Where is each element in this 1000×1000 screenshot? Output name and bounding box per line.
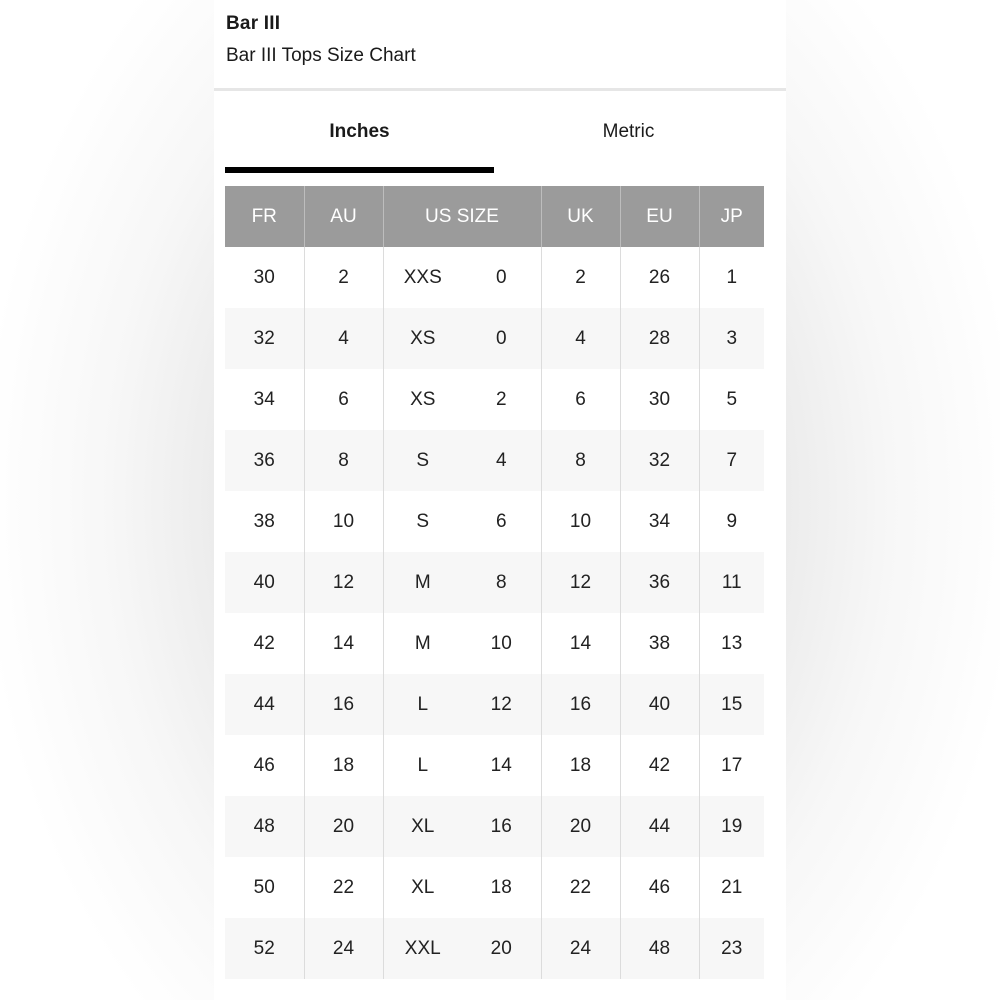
cell-au: 8 bbox=[304, 430, 383, 491]
table-row bbox=[225, 857, 764, 918]
cell-us-letter: S bbox=[383, 491, 462, 552]
cell-uk: 6 bbox=[541, 369, 620, 430]
cell-uk: 22 bbox=[541, 857, 620, 918]
cell-eu: 42 bbox=[620, 735, 699, 796]
cell-eu: 34 bbox=[620, 491, 699, 552]
cell-jp: 3 bbox=[699, 308, 764, 369]
cell-eu: 46 bbox=[620, 857, 699, 918]
cell-us-letter: XS bbox=[383, 308, 462, 369]
cell-au: 18 bbox=[304, 735, 383, 796]
unit-tabs bbox=[225, 91, 764, 175]
cell-eu: 28 bbox=[620, 308, 699, 369]
cell-fr: 34 bbox=[225, 369, 304, 430]
cell-fr: 46 bbox=[225, 735, 304, 796]
cell-au: 12 bbox=[304, 552, 383, 613]
cell-eu: 36 bbox=[620, 552, 699, 613]
cell-eu: 44 bbox=[620, 796, 699, 857]
cell-au: 10 bbox=[304, 491, 383, 552]
cell-us-letter: M bbox=[383, 552, 462, 613]
cell-jp: 21 bbox=[699, 857, 764, 918]
cell-au: 24 bbox=[304, 918, 383, 979]
cell-fr: 52 bbox=[225, 918, 304, 979]
cell-us-num: 6 bbox=[462, 491, 541, 552]
column-header-fr: FR bbox=[225, 186, 304, 247]
cell-jp: 15 bbox=[699, 674, 764, 735]
cell-us-letter: XXL bbox=[383, 918, 462, 979]
cell-au: 22 bbox=[304, 857, 383, 918]
table-row bbox=[225, 308, 764, 369]
cell-au: 6 bbox=[304, 369, 383, 430]
cell-jp: 13 bbox=[699, 613, 764, 674]
column-header-us-size: US SIZE bbox=[383, 186, 541, 247]
cell-jp: 17 bbox=[699, 735, 764, 796]
cell-us-num: 10 bbox=[462, 613, 541, 674]
cell-uk: 4 bbox=[541, 308, 620, 369]
cell-us-num: 4 bbox=[462, 430, 541, 491]
cell-fr: 32 bbox=[225, 308, 304, 369]
tab-metric[interactable] bbox=[494, 91, 763, 175]
cell-uk: 18 bbox=[541, 735, 620, 796]
table-body bbox=[225, 247, 764, 979]
cell-eu: 40 bbox=[620, 674, 699, 735]
cell-eu: 32 bbox=[620, 430, 699, 491]
cell-eu: 48 bbox=[620, 918, 699, 979]
cell-us-letter: L bbox=[383, 735, 462, 796]
cell-uk: 14 bbox=[541, 613, 620, 674]
size-chart-panel bbox=[214, 0, 786, 1000]
cell-au: 2 bbox=[304, 247, 383, 308]
cell-us-num: 12 bbox=[462, 674, 541, 735]
cell-fr: 48 bbox=[225, 796, 304, 857]
cell-us-letter: M bbox=[383, 613, 462, 674]
cell-us-letter: XL bbox=[383, 796, 462, 857]
table-row bbox=[225, 369, 764, 430]
cell-au: 16 bbox=[304, 674, 383, 735]
column-header-jp: JP bbox=[699, 186, 764, 247]
cell-fr: 40 bbox=[225, 552, 304, 613]
cell-uk: 20 bbox=[541, 796, 620, 857]
table-row bbox=[225, 552, 764, 613]
tab-inches[interactable] bbox=[225, 91, 494, 175]
cell-fr: 38 bbox=[225, 491, 304, 552]
cell-us-letter: XL bbox=[383, 857, 462, 918]
active-tab-indicator bbox=[225, 167, 494, 173]
size-chart-header bbox=[226, 0, 774, 88]
cell-au: 4 bbox=[304, 308, 383, 369]
cell-us-num: 20 bbox=[462, 918, 541, 979]
chart-title: Bar III Tops Size Chart bbox=[226, 45, 416, 66]
table-row bbox=[225, 796, 764, 857]
cell-jp: 7 bbox=[699, 430, 764, 491]
cell-us-num: 16 bbox=[462, 796, 541, 857]
cell-us-letter: S bbox=[383, 430, 462, 491]
cell-us-num: 14 bbox=[462, 735, 541, 796]
column-header-au: AU bbox=[304, 186, 383, 247]
table-header-row bbox=[225, 186, 764, 247]
cell-jp: 19 bbox=[699, 796, 764, 857]
cell-fr: 30 bbox=[225, 247, 304, 308]
cell-us-num: 0 bbox=[462, 247, 541, 308]
table-row bbox=[225, 491, 764, 552]
cell-us-letter: L bbox=[383, 674, 462, 735]
cell-au: 20 bbox=[304, 796, 383, 857]
cell-fr: 44 bbox=[225, 674, 304, 735]
cell-us-letter: XS bbox=[383, 369, 462, 430]
table-row bbox=[225, 735, 764, 796]
cell-eu: 38 bbox=[620, 613, 699, 674]
tab-inches-label: Inches bbox=[329, 121, 390, 142]
cell-jp: 23 bbox=[699, 918, 764, 979]
cell-eu: 30 bbox=[620, 369, 699, 430]
column-header-uk: UK bbox=[541, 186, 620, 247]
cell-fr: 36 bbox=[225, 430, 304, 491]
cell-au: 14 bbox=[304, 613, 383, 674]
cell-jp: 9 bbox=[699, 491, 764, 552]
cell-uk: 16 bbox=[541, 674, 620, 735]
cell-uk: 2 bbox=[541, 247, 620, 308]
cell-us-num: 2 bbox=[462, 369, 541, 430]
cell-jp: 11 bbox=[699, 552, 764, 613]
brand-name: Bar III bbox=[226, 13, 281, 34]
cell-us-num: 18 bbox=[462, 857, 541, 918]
cell-jp: 5 bbox=[699, 369, 764, 430]
table-row bbox=[225, 674, 764, 735]
table-row bbox=[225, 613, 764, 674]
cell-us-num: 8 bbox=[462, 552, 541, 613]
tab-metric-label: Metric bbox=[602, 121, 655, 142]
cell-jp: 1 bbox=[699, 247, 764, 308]
table-row bbox=[225, 430, 764, 491]
cell-us-num: 0 bbox=[462, 308, 541, 369]
cell-us-letter: XXS bbox=[383, 247, 462, 308]
size-table bbox=[225, 186, 764, 979]
table-row bbox=[225, 918, 764, 979]
table-row bbox=[225, 247, 764, 308]
cell-uk: 8 bbox=[541, 430, 620, 491]
cell-uk: 24 bbox=[541, 918, 620, 979]
cell-fr: 42 bbox=[225, 613, 304, 674]
cell-fr: 50 bbox=[225, 857, 304, 918]
cell-uk: 10 bbox=[541, 491, 620, 552]
column-header-eu: EU bbox=[620, 186, 699, 247]
cell-uk: 12 bbox=[541, 552, 620, 613]
cell-eu: 26 bbox=[620, 247, 699, 308]
